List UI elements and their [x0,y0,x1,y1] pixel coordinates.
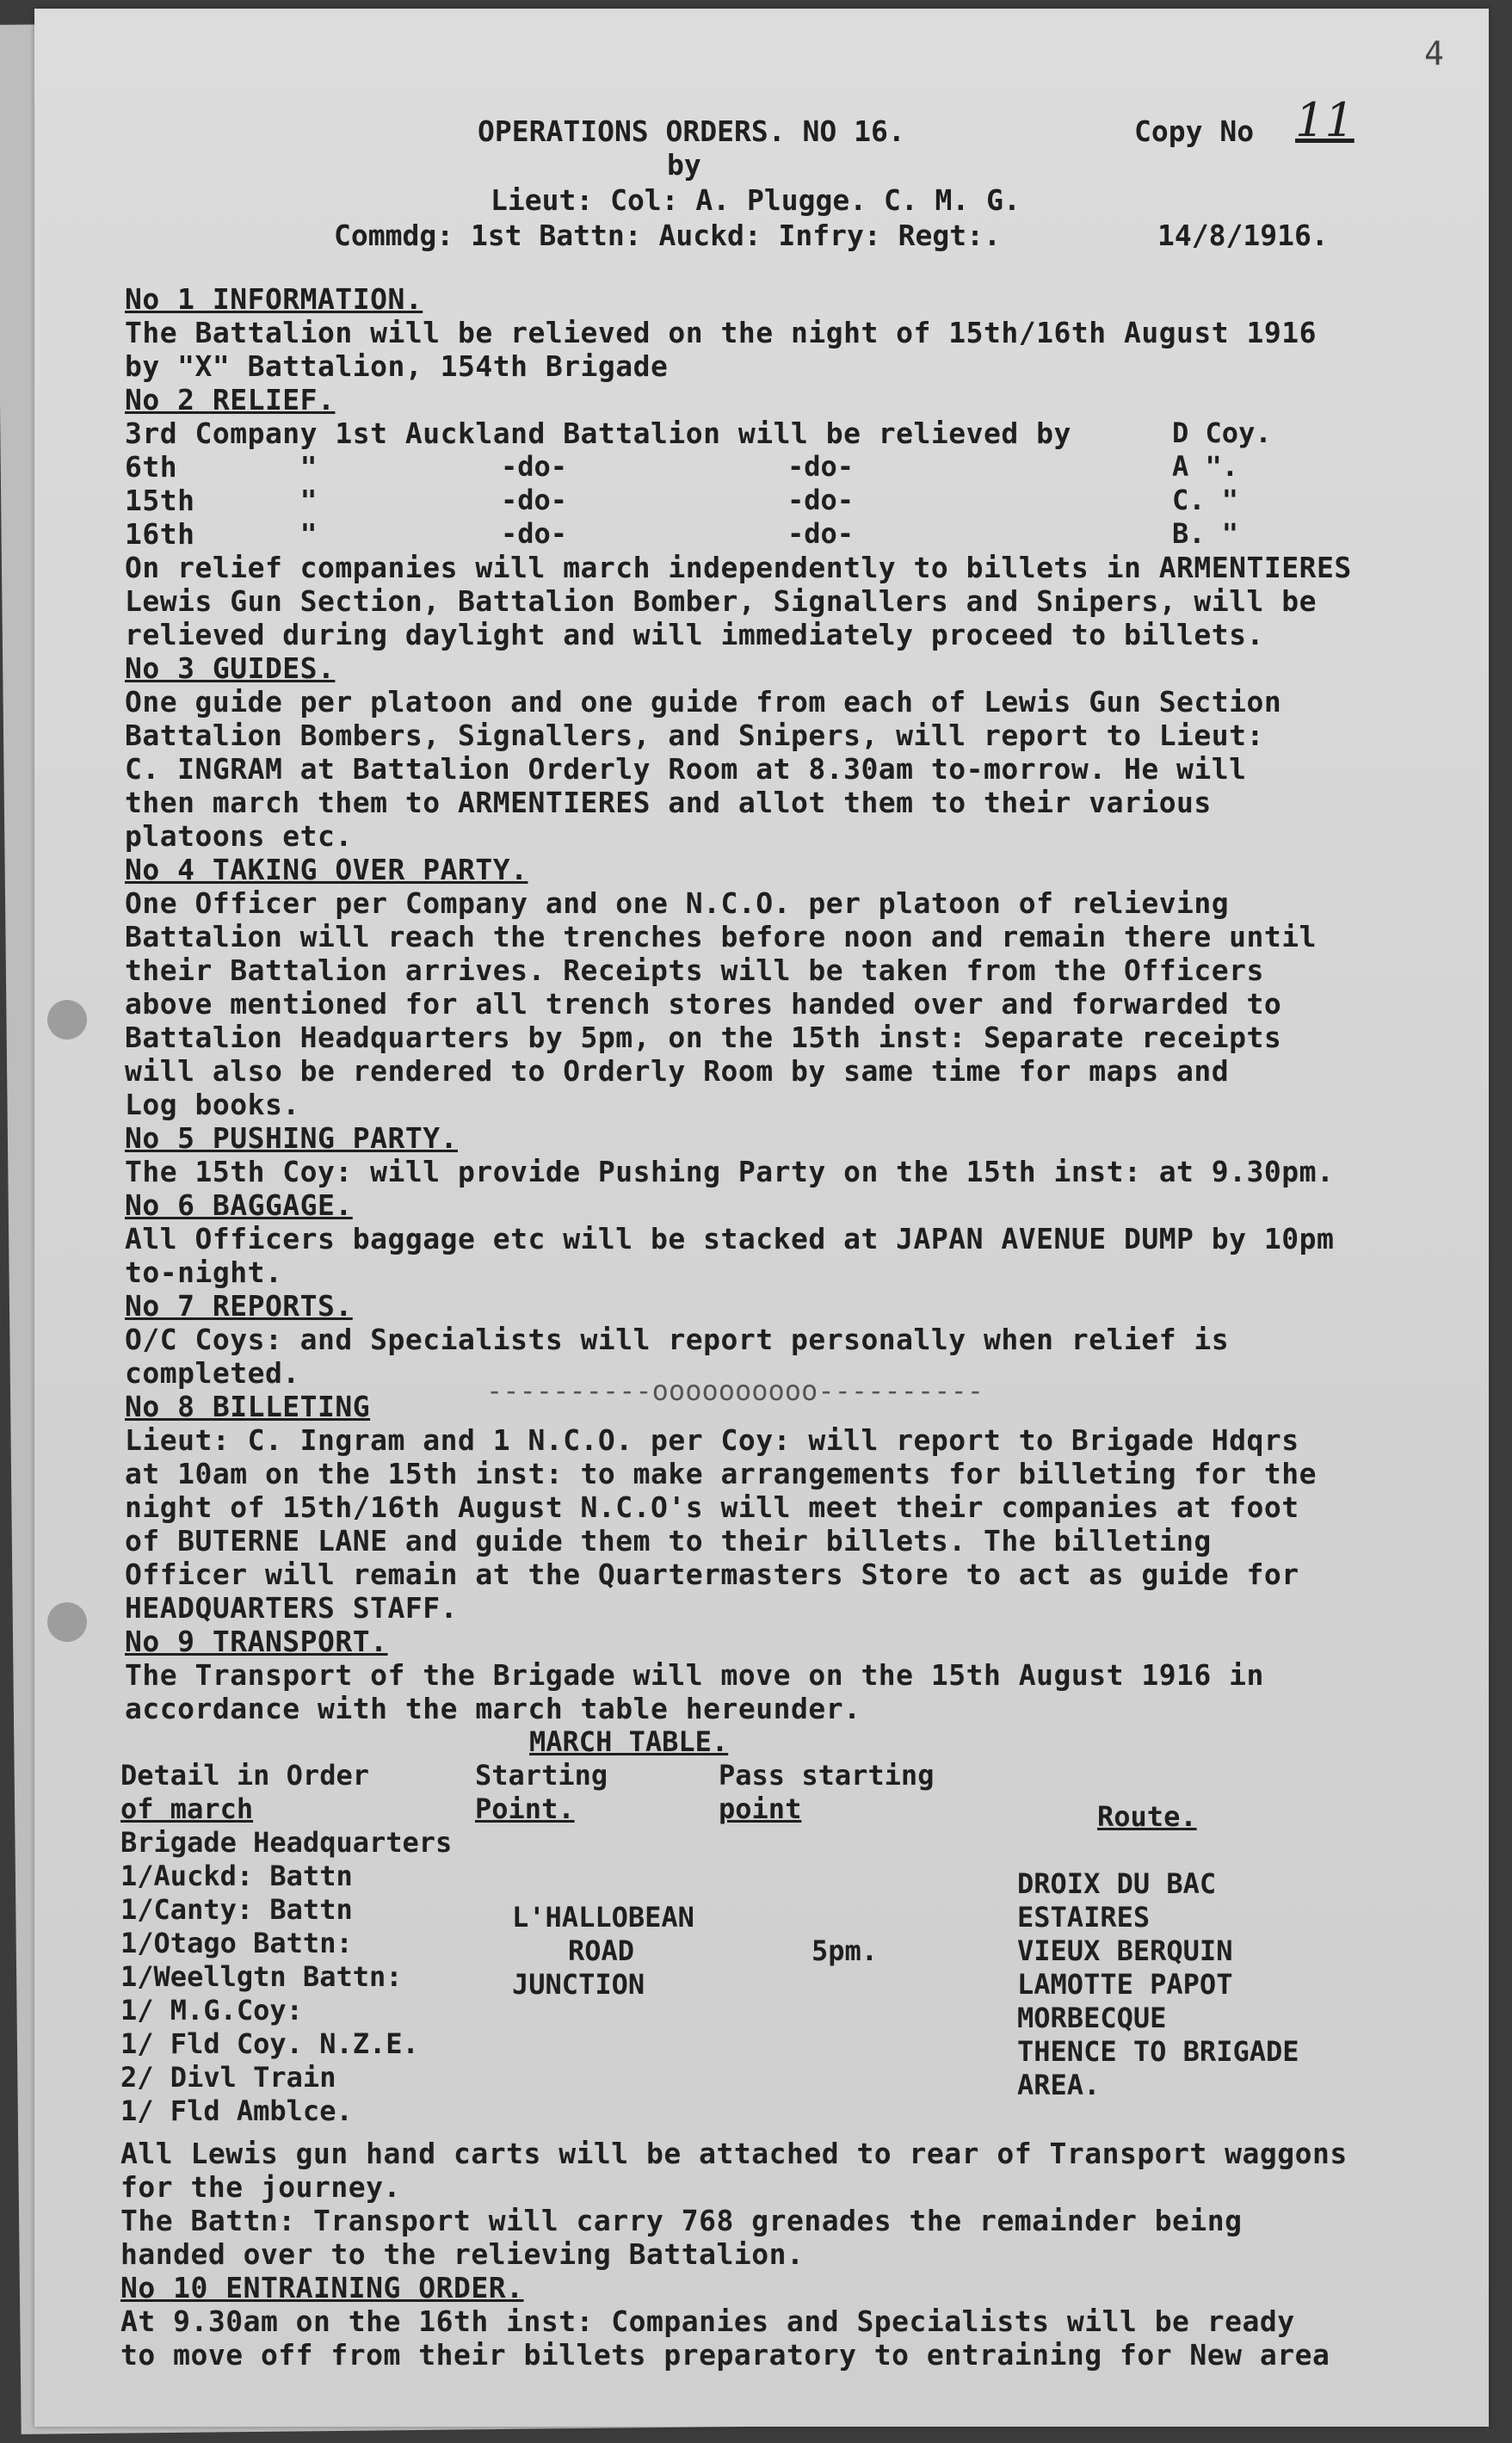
route-stop: THENCE TO BRIGADE [1017,2035,1299,2068]
text-line: C. INGRAM at Battalion Orderly Room at 8.30am to-morrow. He will [125,752,1247,786]
author: Lieut: Col: A. Plugge. C. M. G. [491,183,1021,217]
text-line: handed over to the relieving Battalion. [120,2237,805,2271]
ditto: -do- [787,517,855,550]
section-heading: No 9 TRANSPORT. [125,1625,388,1658]
starting-point: L'HALLOBEAN [512,1901,694,1934]
march-detail: 1/Otago Battn: [120,1927,353,1959]
march-detail: Brigade Headquarters [120,1826,453,1859]
col-header: Detail in Order [120,1759,369,1792]
separator-line: ----------oooooooooo---------- [486,1374,984,1407]
page-number: 4 [1424,34,1444,72]
route-stop: VIEUX BERQUIN [1017,1934,1233,1967]
col-header: Route. [1097,1800,1197,1833]
march-detail: 2/ Divl Train [120,2061,336,2094]
punch-hole [47,1000,87,1040]
section-heading: No 2 RELIEF. [125,383,336,416]
text-line: O/C Coys: and Specialists will report personally when relief is [125,1323,1230,1356]
text-line: All Officers baggage etc will be stacked at JAPAN AVENUE DUMP by 10pm [125,1222,1335,1255]
section-heading: No 7 REPORTS. [125,1289,353,1323]
col-header: Pass starting [719,1759,935,1792]
text-line: platoons etc. [125,819,353,853]
section-heading: No 1 INFORMATION. [125,282,423,316]
route-stop: AREA. [1017,2069,1101,2101]
march-detail: 1/Auckd: Battn [120,1860,353,1892]
section-heading: No 3 GUIDES. [125,651,336,685]
ditto: -do- [501,450,568,483]
text-line: One guide per platoon and one guide from each of Lewis Gun Section [125,685,1282,719]
text-line: above mentioned for all trench stores handed over and forwarded to [125,987,1282,1021]
text-line: One Officer per Company and one N.C.O. per platoon of relieving [125,886,1230,920]
march-detail: 1/Weellgtn Battn: [120,1960,403,1993]
ditto: -do- [501,517,568,550]
section-heading: No 6 BAGGAGE. [125,1188,353,1222]
text-line: accordance with the march table hereunder. [125,1692,861,1725]
relief-row: 6th " [125,450,318,484]
starting-point: JUNCTION [512,1968,645,2001]
relief-by: B. " [1172,517,1239,550]
relief-row: 3rd Company 1st Auckland Battalion will be relieved by [125,416,1071,450]
route-stop: ESTAIRES [1017,1901,1151,1934]
text-line: to move off from their billets preparatory to entraining for New area [120,2338,1330,2372]
ditto: -do- [787,484,855,516]
text-line: of BUTERNE LANE and guide them to their billets. The billeting [125,1524,1212,1558]
text-line: relieved during daylight and will immediately proceed to billets. [125,618,1264,651]
text-line: All Lewis gun hand carts will be attached to rear of Transport waggons [120,2137,1348,2170]
ditto: -do- [501,484,568,516]
text-line: will also be rendered to Orderly Room by same time for maps and [125,1054,1230,1088]
text-line: completed. [125,1356,300,1390]
text-line: HEADQUARTERS STAFF. [125,1591,458,1625]
text-line: their Battalion arrives. Receipts will be taken from the Officers [125,953,1264,987]
text-line: On relief companies will march independently to billets in ARMENTIERES [125,551,1352,584]
relief-by: A ". [1172,450,1239,483]
route-stop: DROIX DU BAC [1017,1867,1217,1900]
col-header: of march [120,1792,254,1825]
text-line: The 15th Coy: will provide Pushing Party on the 15th inst: at 9.30pm. [125,1155,1335,1188]
text-line: The Battn: Transport will carry 768 grenades the remainder being [120,2204,1243,2237]
punch-hole [47,1602,87,1642]
text-line: Battalion will reach the trenches before noon and remain there until [125,920,1318,953]
starting-point: ROAD [568,1934,635,1967]
pass-time: 5pm. [812,1934,879,1967]
text-line: Log books. [125,1088,300,1121]
relief-row: 15th " [125,484,318,517]
march-table-title: MARCH TABLE. [529,1725,729,1758]
text-line: The Battalion will be relieved on the night of 15th/16th August 1916 [125,316,1318,349]
ditto: -do- [787,450,855,483]
march-detail: 1/ Fld Amblce. [120,2094,353,2127]
text-line: Officer will remain at the Quartermasters Store to act as guide for [125,1558,1299,1591]
date: 14/8/1916. [1157,219,1329,252]
section-heading: No 5 PUSHING PARTY. [125,1121,458,1155]
unit: Commdg: 1st Battn: Auckd: Infry: Regt:. [334,219,1001,252]
document-title: OPERATIONS ORDERS. NO 16. [478,114,905,148]
march-detail: 1/Canty: Battn [120,1893,353,1926]
text-line: to-night. [125,1255,283,1289]
text-line: At 9.30am on the 16th inst: Companies and Specialists will be ready [120,2304,1295,2338]
text-line: then march them to ARMENTIERES and allot them to their various [125,786,1212,819]
text-line: The Transport of the Brigade will move on the 15th August 1916 in [125,1658,1264,1692]
relief-by: D Coy. [1172,416,1272,449]
text-line: Lieut: C. Ingram and 1 N.C.O. per Coy: will report to Brigade Hdqrs [125,1423,1299,1457]
col-header: Starting [475,1759,608,1792]
section-heading: No 8 BILLETING [125,1390,371,1423]
copy-label: Copy No [1134,114,1255,148]
copy-number: 11 [1295,93,1355,147]
march-detail: 1/ M.G.Coy: [120,1994,303,2027]
route-stop: MORBECQUE [1017,2002,1167,2034]
text-line: by "X" Battalion, 154th Brigade [125,349,669,383]
text-line: for the journey. [120,2170,401,2204]
col-header: point [719,1792,802,1825]
section-heading: No 4 TAKING OVER PARTY. [125,853,528,886]
route-stop: LAMOTTE PAPOT [1017,1968,1233,2001]
text-line: Battalion Bombers, Signallers, and Snipers, will report to Lieut: [125,719,1264,752]
col-header: Point. [475,1792,575,1825]
text-line: at 10am on the 15th inst: to make arrangements for billeting for the [125,1457,1318,1490]
relief-row: 16th " [125,517,318,551]
text-line: Lewis Gun Section, Battalion Bomber, Signallers and Snipers, will be [125,584,1318,618]
march-detail: 1/ Fld Coy. N.Z.E. [120,2027,419,2060]
by-line: by [667,148,701,182]
text-line: night of 15th/16th August N.C.O's will meet their companies at foot [125,1490,1299,1524]
relief-by: C. " [1172,484,1239,516]
text-line: Battalion Headquarters by 5pm, on the 15th inst: Separate receipts [125,1021,1282,1054]
section-heading: No 10 ENTRAINING ORDER. [120,2271,524,2304]
